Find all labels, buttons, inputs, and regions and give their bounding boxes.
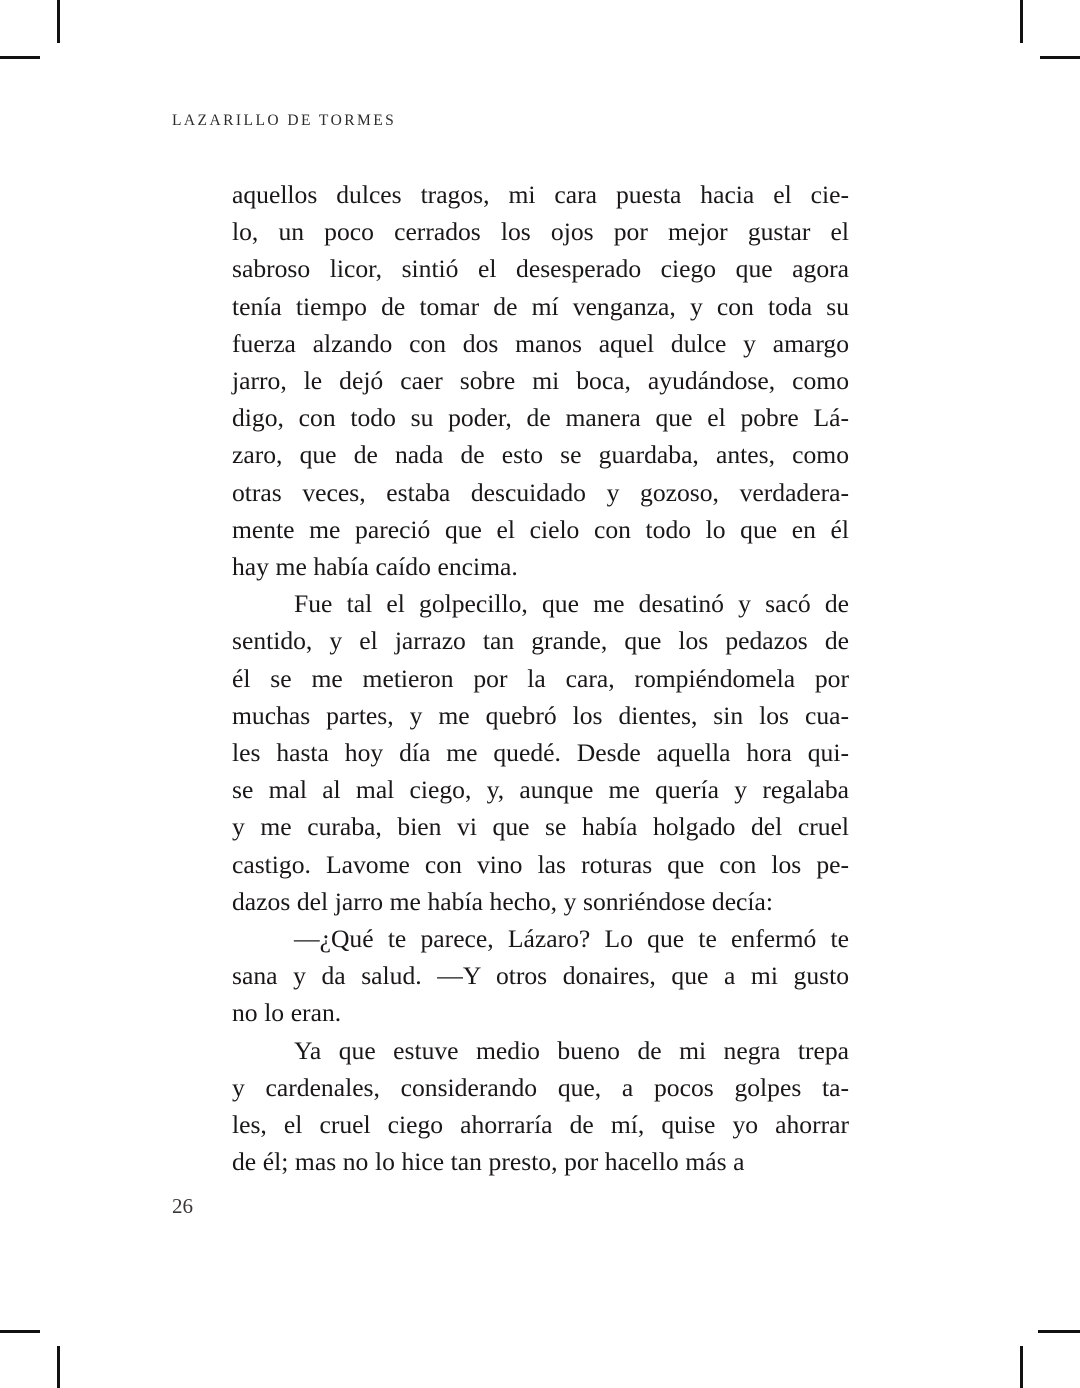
paragraph-1 (232, 176, 849, 585)
text-line: tenía tiempo de tomar de mí venganza, y con toda su (232, 291, 849, 321)
text-line: muchas partes, y me quebró los dientes, sin los cua- (232, 700, 849, 730)
text-line: aquellos dulces tragos, mi cara puesta hacia el cie- (232, 180, 849, 209)
text-line: castigo. Lavome con vino las roturas que con los pe- (232, 849, 849, 879)
crop-mark-bottom-right-horizontal (1038, 1330, 1080, 1333)
text-line: zaro, que de nada de esto se guardaba, antes, como (232, 440, 849, 470)
text-line: él se me metieron por la cara, rompiéndomela por (232, 663, 849, 693)
text-line: otras veces, estaba descuidado y gozoso, verdadera- (232, 477, 849, 507)
paragraph-2 (232, 585, 849, 920)
crop-mark-top-right-horizontal (1040, 56, 1080, 59)
text-line: de él; mas no lo hice tan presto, por hacello más a (232, 1147, 745, 1177)
crop-mark-top-left-horizontal (0, 56, 40, 59)
text-line: les, el cruel ciego ahorraría de mí, quise yo ahorrar (232, 1110, 849, 1140)
text-line: dazos del jarro me había hecho, y sonriéndose decía: (232, 886, 773, 916)
text-line: no lo eran. (232, 998, 342, 1028)
text-line: Ya que estuve medio bueno de mi negra trepa (294, 1035, 849, 1065)
text-line: —¿Qué te parece, Lázaro? Lo que te enfermó te (294, 924, 849, 954)
text-line: y me curaba, bien vi que se había holgado del cruel (232, 812, 849, 842)
text-line: sabroso licor, sintió el desesperado ciego que agora (232, 254, 849, 284)
crop-mark-bottom-left-vertical (57, 1346, 60, 1388)
text-line: Fue tal el golpecillo, que me desatinó y sacó de (294, 589, 849, 619)
crop-mark-top-right-vertical (1020, 0, 1023, 43)
text-line: se mal al mal ciego, y, aunque me quería y regalaba (232, 775, 849, 805)
text-line: hay me había caído encima. (232, 552, 518, 582)
crop-mark-top-left-vertical (57, 0, 60, 43)
paragraph-4 (232, 1032, 849, 1181)
text-line: mente me pareció que el cielo con todo lo que en él (232, 514, 849, 544)
page-number: 26 (172, 1194, 193, 1218)
text-line: y cardenales, considerando que, a pocos golpes ta- (232, 1072, 849, 1102)
crop-mark-bottom-right-vertical (1020, 1346, 1023, 1388)
text-line: lo, un poco cerrados los ojos por mejor gustar el (232, 217, 849, 247)
text-line: les hasta hoy día me quedé. Desde aquella hora qui- (232, 738, 849, 768)
crop-mark-bottom-left-horizontal (0, 1330, 40, 1333)
text-line: sana y da salud. —Y otros donaires, que a mi gusto (232, 961, 849, 991)
text-line: fuerza alzando con dos manos aquel dulce y amargo (232, 328, 849, 358)
paragraph-3 (232, 920, 849, 1032)
body-text-block (232, 176, 849, 1180)
text-line: jarro, le dejó caer sobre mi boca, ayudándose, como (232, 366, 849, 396)
text-line: digo, con todo su poder, de manera que el pobre Lá- (232, 403, 849, 433)
running-head: LAZARILLO DE TORMES (172, 112, 397, 129)
text-line: sentido, y el jarrazo tan grande, que los pedazos de (232, 626, 849, 656)
